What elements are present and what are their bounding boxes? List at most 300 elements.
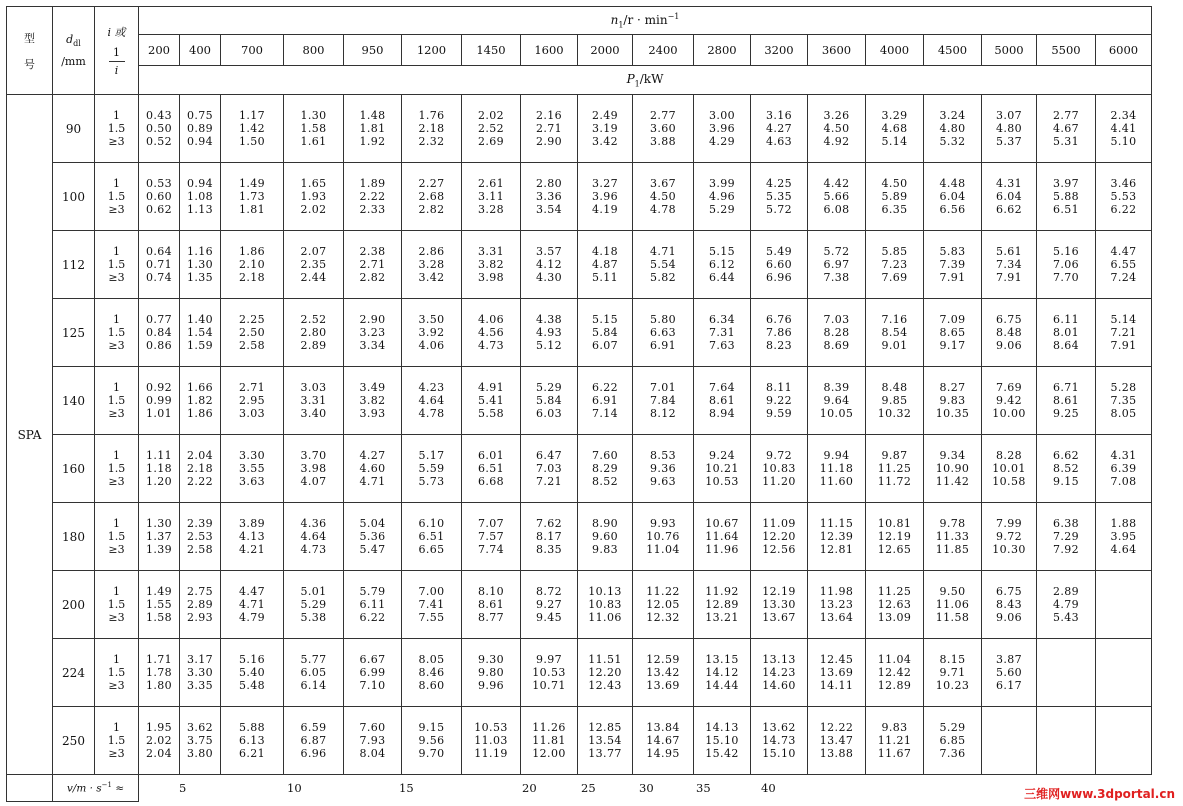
power-cell [139, 367, 180, 435]
power-cell [633, 231, 694, 299]
power-value: 8.52 [591, 475, 619, 489]
power-value: 4.06 [477, 312, 505, 326]
power-value: 9.71 [939, 665, 966, 679]
speed-cell: 5500 [1037, 35, 1096, 66]
power-value: 1.71 [145, 652, 173, 666]
power-value: 3.29 [881, 108, 908, 122]
power-value: 6.35 [881, 203, 908, 217]
power-value: 2.18 [418, 121, 445, 135]
power-value: 3.95 [1110, 529, 1137, 543]
power-value: 7.84 [649, 393, 677, 407]
power-value: 3.24 [939, 108, 966, 122]
power-value: 12.43 [588, 679, 622, 693]
power-value: 11.22 [646, 584, 680, 598]
power-value: 11.33 [935, 529, 970, 543]
ratio-value: 1 [113, 516, 120, 530]
power-cell [521, 163, 578, 231]
power-value: 2.68 [418, 189, 445, 203]
power-cell [694, 435, 751, 503]
power-value: 8.61 [708, 393, 736, 407]
power-value: 7.92 [1052, 543, 1080, 557]
power-value: 7.21 [1110, 325, 1137, 339]
power-cell [866, 95, 924, 163]
power-value: 1.49 [145, 584, 173, 598]
power-value: 13.67 [762, 611, 796, 625]
velocity-tick: 20 [522, 781, 537, 795]
power-value: 5.29 [939, 720, 966, 734]
power-cell [694, 231, 751, 299]
power-cell [284, 231, 344, 299]
power-value: 4.56 [477, 325, 505, 339]
power-value: 3.19 [591, 121, 619, 135]
power-value: 7.34 [995, 257, 1023, 271]
velocity-label: $v/m \cdot s^{-1}$ ≈ [53, 775, 139, 802]
power-value: 10.81 [877, 516, 912, 530]
power-value: 5.29 [300, 597, 327, 611]
power-value: 7.24 [1110, 271, 1137, 285]
ratio-value: 1 [113, 720, 120, 734]
power-cell [1096, 571, 1152, 639]
power-value: 6.71 [1052, 380, 1080, 394]
power-value: 1.13 [186, 203, 214, 217]
power-value: 3.50 [418, 312, 445, 326]
power-value: 7.60 [591, 448, 619, 462]
speed-cell: 1200 [402, 35, 462, 66]
ratio-value: ≥3 [108, 271, 125, 285]
power-value: 12.00 [532, 747, 566, 761]
power-value: 10.58 [992, 475, 1026, 489]
power-value: 7.60 [359, 720, 386, 734]
power-value: 8.05 [418, 652, 445, 666]
power-value: 4.64 [300, 529, 327, 543]
table-row [7, 95, 1152, 163]
power-value: 6.63 [649, 325, 677, 339]
power-value: 5.83 [939, 244, 966, 258]
power-cell [462, 435, 521, 503]
power-value: 7.29 [1052, 529, 1080, 543]
power-value: 9.30 [477, 652, 505, 666]
power-value: 9.06 [995, 339, 1023, 353]
power-value: 12.20 [762, 529, 796, 543]
power-cell [694, 707, 751, 775]
power-value: 12.19 [762, 584, 796, 598]
power-cell [139, 231, 180, 299]
power-value: 8.48 [881, 380, 908, 394]
power-cell [578, 503, 633, 571]
power-value: 6.22 [359, 611, 386, 625]
power-value: 7.41 [418, 597, 445, 611]
power-cell [924, 639, 982, 707]
power-value: 15.10 [762, 747, 796, 761]
power-cell [982, 639, 1037, 707]
power-value: 8.77 [477, 611, 505, 625]
power-value: 7.91 [939, 271, 966, 285]
power-value: 4.06 [418, 339, 445, 353]
power-value: 8.35 [535, 543, 563, 557]
power-value: 9.15 [418, 720, 445, 734]
power-value: 5.88 [238, 720, 266, 734]
ratio-value: 1 [113, 584, 120, 598]
power-cell [402, 95, 462, 163]
power-value: 4.64 [418, 393, 445, 407]
power-cell [578, 299, 633, 367]
power-cell [866, 367, 924, 435]
power-value: 4.79 [238, 611, 266, 625]
power-value: 8.46 [418, 665, 445, 679]
power-cell [462, 367, 521, 435]
power-value: 3.49 [359, 380, 386, 394]
power-value: 7.99 [995, 516, 1023, 530]
power-value: 7.91 [1110, 339, 1137, 353]
power-value: 8.61 [1052, 393, 1080, 407]
power-value: 1.73 [238, 189, 266, 203]
power-value: 8.43 [995, 597, 1023, 611]
power-value: 10.35 [935, 407, 970, 421]
power-value: 4.50 [823, 121, 850, 135]
power-cell [284, 95, 344, 163]
power-value: 2.90 [535, 135, 563, 149]
power-value: 2.10 [238, 257, 266, 271]
power-value: 6.62 [995, 203, 1023, 217]
power-cell [402, 503, 462, 571]
power-value: 5.38 [300, 611, 327, 625]
power-value: 3.87 [995, 652, 1023, 666]
power-cell [633, 299, 694, 367]
power-value: 11.09 [762, 516, 796, 530]
power-value: 6.99 [359, 665, 386, 679]
power-value: 6.87 [300, 733, 327, 747]
power-value: 11.04 [646, 543, 680, 557]
power-value: 6.17 [995, 679, 1023, 693]
power-value: 6.10 [418, 516, 445, 530]
power-value: 4.25 [765, 176, 793, 190]
power-value: 12.81 [819, 543, 854, 557]
power-cell [578, 95, 633, 163]
power-value: 12.32 [646, 611, 680, 625]
power-value: 3.03 [238, 407, 266, 421]
power-cell [139, 299, 180, 367]
power-value: 14.11 [819, 679, 854, 693]
power-cell [982, 435, 1037, 503]
ratio-value: 1.5 [107, 733, 126, 747]
ratio-header: i 或 1 i [95, 7, 139, 95]
power-value: 2.89 [1052, 584, 1080, 598]
power-value: 7.69 [881, 271, 908, 285]
power-value: 5.72 [765, 203, 793, 217]
power-cell [578, 163, 633, 231]
power-value: 1.65 [300, 176, 327, 190]
power-value: 4.71 [238, 597, 266, 611]
power-value: 13.42 [646, 665, 680, 679]
power-value: 8.15 [939, 652, 966, 666]
power-value: 1.61 [300, 135, 327, 149]
power-value: 9.93 [649, 516, 677, 530]
power-value: 8.28 [823, 325, 850, 339]
diameter-cell: 125 [53, 299, 95, 367]
power-value: 7.10 [359, 679, 386, 693]
power-value: 4.13 [238, 529, 266, 543]
power-value: 6.51 [477, 461, 505, 475]
power-value: 6.56 [939, 203, 966, 217]
power-value: 3.88 [649, 135, 677, 149]
power-cell [808, 639, 866, 707]
power-cell [578, 707, 633, 775]
power-value: 2.52 [300, 312, 327, 326]
power-value: 2.71 [535, 121, 563, 135]
power-cell [633, 95, 694, 163]
power-cell [924, 435, 982, 503]
power-cell [751, 707, 808, 775]
power-value: 3.62 [186, 720, 214, 734]
velocity-tick: 35 [696, 781, 711, 795]
power-value: 2.27 [418, 176, 445, 190]
power-value: 11.26 [532, 720, 566, 734]
power-value: 13.62 [762, 720, 796, 734]
power-cell [751, 571, 808, 639]
power-value: 1.08 [186, 189, 214, 203]
watermark: 三维网www.3dportal.cn [1024, 787, 1175, 801]
power-value: 6.67 [359, 652, 386, 666]
power-value: 4.68 [881, 121, 908, 135]
power-value: 2.34 [1110, 108, 1137, 122]
power-value: 12.59 [646, 652, 680, 666]
ratio-value: ≥3 [108, 747, 125, 761]
ratio-cell [95, 95, 139, 163]
diameter-cell: 160 [53, 435, 95, 503]
power-value: 5.35 [765, 189, 793, 203]
power-value: 8.12 [649, 407, 677, 421]
power-value: 11.20 [762, 475, 796, 489]
power-cell [924, 95, 982, 163]
power-value: 5.85 [881, 244, 908, 258]
speed-cell: 3200 [751, 35, 808, 66]
power-value: 1.66 [186, 380, 214, 394]
power-value: 0.75 [186, 108, 214, 122]
power-cell [1096, 435, 1152, 503]
power-value: 1.89 [359, 176, 386, 190]
power-value: 4.21 [238, 543, 266, 557]
power-value: 10.32 [877, 407, 912, 421]
power-value: 8.94 [708, 407, 736, 421]
power-value: 1.42 [238, 121, 266, 135]
power-value: 10.83 [762, 461, 796, 475]
power-value: 4.31 [1110, 448, 1137, 462]
power-value: 8.28 [995, 448, 1023, 462]
power-value: 7.36 [939, 747, 966, 761]
power-value: 10.71 [532, 679, 566, 693]
power-cell [139, 503, 180, 571]
power-cell [402, 571, 462, 639]
power-value: 3.23 [359, 325, 386, 339]
power-value: 3.27 [591, 176, 619, 190]
power-value: 15.42 [705, 747, 739, 761]
power-value: 3.92 [418, 325, 445, 339]
ratio-cell [95, 571, 139, 639]
power-cell [521, 571, 578, 639]
power-cell [808, 299, 866, 367]
power-cell [578, 571, 633, 639]
power-value: 2.69 [477, 135, 505, 149]
power-value: 6.51 [418, 529, 445, 543]
power-value: 1.54 [186, 325, 214, 339]
diameter-cell: 200 [53, 571, 95, 639]
power-value: 9.70 [418, 747, 445, 761]
power-value: 4.87 [591, 257, 619, 271]
power-value: 11.25 [877, 461, 912, 475]
power-value: 7.63 [708, 339, 736, 353]
power-value: 4.91 [477, 380, 505, 394]
power-value: 10.53 [532, 665, 566, 679]
power-value: 5.73 [418, 475, 445, 489]
power-value: 3.42 [591, 135, 619, 149]
power-cell [808, 503, 866, 571]
table-row [7, 435, 1152, 503]
power-value: 4.12 [535, 257, 563, 271]
power-value: 13.84 [646, 720, 680, 734]
speed-cell: 6000 [1096, 35, 1152, 66]
power-value: 2.22 [359, 189, 386, 203]
ratio-value: 1 [113, 244, 120, 258]
power-value: 8.48 [995, 325, 1023, 339]
power-value: 3.70 [300, 448, 327, 462]
power-cell [1096, 639, 1152, 707]
power-cell [180, 503, 221, 571]
power-cell [694, 503, 751, 571]
power-value: 7.00 [418, 584, 445, 598]
power-value: 4.42 [823, 176, 850, 190]
power-cell [751, 367, 808, 435]
power-value: 8.23 [765, 339, 793, 353]
power-value: 4.80 [939, 121, 966, 135]
power-value: 6.11 [359, 597, 386, 611]
power-value: 9.27 [535, 597, 563, 611]
power-value: 9.83 [881, 720, 908, 734]
power-cell [866, 435, 924, 503]
power-cell [221, 163, 284, 231]
power-cell [751, 231, 808, 299]
power-value: 12.63 [877, 597, 912, 611]
power-value: 10.53 [474, 720, 508, 734]
power-cell [866, 639, 924, 707]
power-value: 5.79 [359, 584, 386, 598]
ratio-value: 1 [113, 108, 120, 122]
power-value: 9.06 [995, 611, 1023, 625]
ratio-value: 1 [113, 652, 120, 666]
power-value: 4.67 [1052, 121, 1080, 135]
power-value: 5.58 [477, 407, 505, 421]
velocity-tick: 15 [399, 781, 414, 795]
power-value: 8.61 [477, 597, 505, 611]
power-value: 10.05 [819, 407, 854, 421]
velocity-tick: 25 [581, 781, 596, 795]
power-cell [866, 231, 924, 299]
power-value: 2.18 [186, 461, 214, 475]
power-value: 4.30 [535, 271, 563, 285]
power-cell [982, 231, 1037, 299]
power-value: 8.52 [1052, 461, 1080, 475]
speed-header: $n_1/r \cdot \min^{-1}$ [139, 7, 1152, 35]
power-cell [1037, 639, 1096, 707]
power-value: 7.74 [477, 543, 505, 557]
power-value: 3.93 [359, 407, 386, 421]
power-value: 2.53 [186, 529, 214, 543]
power-cell [284, 707, 344, 775]
ratio-cell [95, 163, 139, 231]
power-value: 3.89 [238, 516, 266, 530]
power-cell [284, 639, 344, 707]
power-value: 5.61 [995, 244, 1023, 258]
speed-cell: 2400 [633, 35, 694, 66]
power-value: 8.29 [591, 461, 619, 475]
power-value: 2.61 [477, 176, 505, 190]
power-value: 6.38 [1052, 516, 1080, 530]
power-value: 10.30 [992, 543, 1026, 557]
power-cell [344, 639, 402, 707]
ratio-value: 1.5 [107, 189, 126, 203]
power-value: 0.64 [145, 244, 173, 258]
power-value: 12.05 [646, 597, 680, 611]
power-value: 10.53 [705, 475, 739, 489]
power-cell [808, 231, 866, 299]
power-value: 3.99 [708, 176, 736, 190]
power-value: 5.28 [1110, 380, 1137, 394]
power-value: 1.93 [300, 189, 327, 203]
power-value: 0.43 [145, 108, 173, 122]
power-value: 3.26 [823, 108, 850, 122]
power-value: 1.39 [145, 543, 173, 557]
diameter-cell: 112 [53, 231, 95, 299]
power-value: 4.19 [591, 203, 619, 217]
speed-cell: 4500 [924, 35, 982, 66]
power-value: 5.49 [765, 244, 793, 258]
power-cell [808, 95, 866, 163]
power-value: 11.64 [705, 529, 739, 543]
power-value: 3.54 [535, 203, 563, 217]
power-value: 9.94 [823, 448, 850, 462]
ratio-cell [95, 367, 139, 435]
power-value: 2.50 [238, 325, 266, 339]
power-value: 7.14 [591, 407, 619, 421]
power-value: 2.80 [535, 176, 563, 190]
power-cell [521, 367, 578, 435]
power-value: 5.31 [1052, 135, 1080, 149]
power-cell [633, 571, 694, 639]
power-value: 4.31 [995, 176, 1023, 190]
power-value: 1.58 [145, 611, 173, 625]
power-value: 0.94 [186, 176, 214, 190]
power-value: 9.72 [995, 529, 1023, 543]
power-cell [462, 163, 521, 231]
power-value: 2.82 [359, 271, 386, 285]
power-value: 14.60 [762, 679, 796, 693]
table-row [7, 571, 1152, 639]
belt-type-cell: SPA [7, 95, 53, 775]
power-cell [866, 163, 924, 231]
power-value: 7.62 [535, 516, 563, 530]
power-value: 5.15 [708, 244, 736, 258]
power-cell [751, 95, 808, 163]
power-value: 4.96 [708, 189, 736, 203]
power-cell [808, 163, 866, 231]
power-value: 6.34 [708, 312, 736, 326]
power-value: 3.98 [300, 461, 327, 475]
power-value: 5.84 [591, 325, 619, 339]
power-cell [462, 231, 521, 299]
power-value: 7.03 [535, 461, 563, 475]
power-value: 2.35 [300, 257, 327, 271]
power-value: 11.18 [819, 461, 854, 475]
power-value: 13.13 [762, 652, 796, 666]
